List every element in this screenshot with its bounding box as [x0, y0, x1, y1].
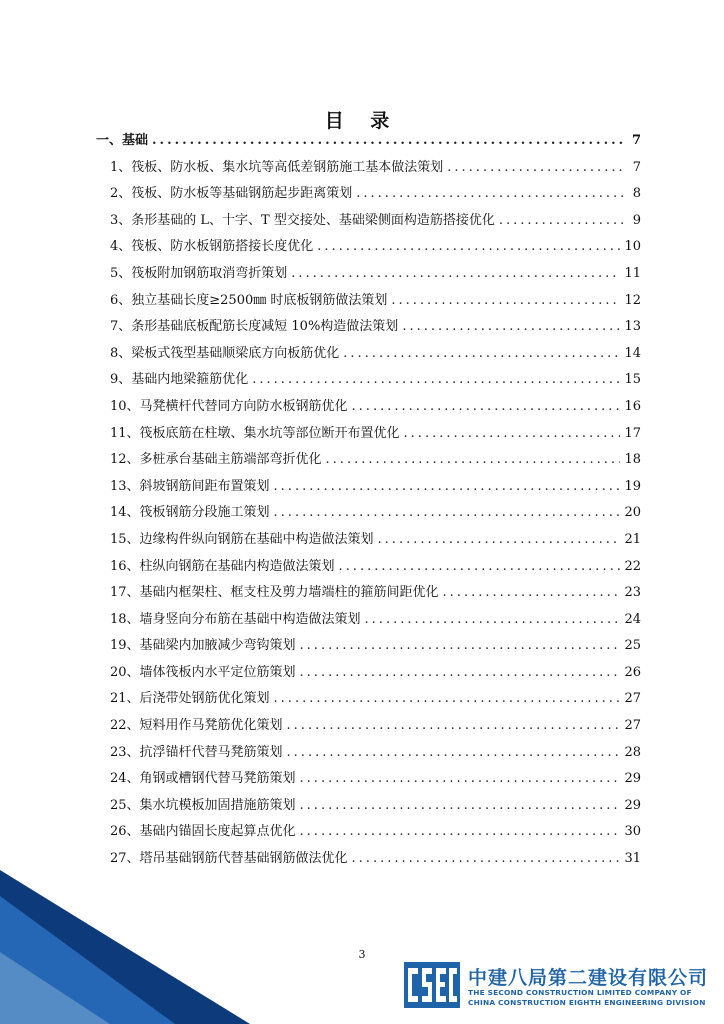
toc-dot-leader [365, 607, 621, 633]
toc-entry-page: 15 [624, 372, 641, 388]
toc-entry-label: 26、基础内锚固长度起算点优化 [110, 824, 296, 840]
toc-entry-label: 7、条形基础底板配筋长度减短 10%构造做法策划 [110, 319, 399, 335]
toc-dot-leader [378, 527, 621, 553]
toc-entry[interactable] [96, 633, 641, 660]
toc-entry[interactable] [96, 793, 641, 820]
corner-decoration [0, 860, 250, 1024]
toc-entry-page: 24 [624, 611, 641, 627]
toc-dot-leader [287, 713, 621, 739]
toc-dot-leader [352, 394, 621, 420]
toc-entry[interactable] [96, 819, 641, 846]
company-name-cn: 中建八局第二建设有限公司 [468, 967, 709, 989]
toc-entry-page: 9 [632, 212, 641, 228]
toc-entry-page: 18 [624, 452, 641, 468]
toc-entry[interactable] [96, 341, 641, 368]
toc-entry-page: 29 [624, 771, 641, 787]
toc-dot-leader [291, 261, 620, 287]
toc-entry-page: 23 [624, 585, 641, 601]
toc-entry-label: 25、集水坑模板加固措施筋策划 [110, 797, 296, 813]
table-of-contents [96, 128, 641, 873]
toc-entry-page: 27 [624, 691, 641, 707]
toc-entry[interactable] [96, 554, 641, 581]
toc-entry-page: 30 [624, 824, 641, 840]
toc-entry-label: 8、梁板式筏型基础顺梁底方向板筋优化 [110, 345, 340, 361]
toc-entry[interactable] [96, 128, 641, 155]
toc-entry-label: 16、柱纵向钢筋在基础内构造做法策划 [110, 558, 335, 574]
toc-entry-page: 19 [624, 478, 641, 494]
toc-entry-page: 25 [624, 638, 641, 654]
toc-entry[interactable] [96, 314, 641, 341]
toc-dot-leader [326, 447, 621, 473]
toc-entry-page: 16 [624, 398, 641, 414]
toc-entry[interactable] [96, 474, 641, 501]
toc-entry-label: 20、墙体筏板内水平定位筋策划 [110, 664, 296, 680]
toc-dot-leader [300, 633, 621, 659]
toc-entry-label: 18、墙身竖向分布筋在基础中构造做法策划 [110, 611, 361, 627]
toc-dot-leader [274, 474, 621, 500]
toc-title: 目 录 [324, 110, 400, 132]
toc-entry-label: 15、边缘构件纵向钢筋在基础中构造做法策划 [110, 531, 374, 547]
toc-dot-leader [287, 740, 621, 766]
toc-entry-page: 14 [624, 345, 641, 361]
toc-dot-leader [352, 846, 621, 872]
toc-entry-label: 4、筏板、防水板钢筋搭接长度优化 [110, 239, 314, 255]
toc-dot-leader [300, 819, 621, 845]
toc-entry-label: 2、筏板、防水板等基础钢筋起步距离策划 [110, 186, 353, 202]
toc-dot-leader [274, 500, 621, 526]
toc-entry-page: 13 [624, 319, 641, 335]
toc-dot-leader [300, 793, 621, 819]
toc-dot-leader [499, 208, 625, 234]
toc-entry[interactable] [96, 607, 641, 634]
toc-entry-page: 17 [624, 425, 641, 441]
toc-entry[interactable] [96, 367, 641, 394]
toc-entry-label: 一、基础 [96, 133, 149, 148]
toc-entry[interactable] [96, 234, 641, 261]
toc-entry-label: 22、短料用作马凳筋优化策划 [110, 718, 283, 734]
toc-entry[interactable] [96, 580, 641, 607]
toc-dot-leader [274, 686, 621, 712]
toc-entry-label: 23、抗浮锚杆代替马凳筋策划 [110, 744, 283, 760]
toc-dot-leader [356, 181, 625, 207]
toc-entry-page: 10 [624, 239, 641, 255]
toc-dot-leader [152, 128, 625, 154]
toc-dot-leader [443, 580, 621, 606]
company-name-en-line1: THE SECOND CONSTRUCTION LIMITED COMPANY OF [468, 988, 692, 997]
toc-entry-page: 29 [624, 797, 641, 813]
toc-entry[interactable] [96, 686, 641, 713]
toc-entry-page: 21 [624, 531, 641, 547]
toc-entry[interactable] [96, 713, 641, 740]
toc-dot-leader [252, 367, 620, 393]
toc-entry[interactable] [96, 181, 641, 208]
toc-entry-label: 10、马凳横杆代替同方向防水板钢筋优化 [110, 398, 348, 414]
toc-entry[interactable] [96, 660, 641, 687]
toc-dot-leader [339, 554, 621, 580]
toc-entry-label: 21、后浇带处钢筋优化策划 [110, 691, 270, 707]
page-number: 3 [358, 948, 366, 961]
toc-entry-label: 17、基础内框架柱、框支柱及剪力墙端柱的箍筋间距优化 [110, 585, 439, 601]
toc-entry[interactable] [96, 208, 641, 235]
toc-entry-label: 12、多桩承台基础主筋端部弯折优化 [110, 452, 322, 468]
toc-dot-leader [317, 234, 620, 260]
toc-entry-page: 7 [631, 133, 641, 148]
toc-entry-label: 6、独立基础长度≥2500㎜ 时底板钢筋做法策划 [110, 292, 388, 308]
toc-entry[interactable] [96, 447, 641, 474]
toc-dot-leader [447, 155, 625, 181]
toc-entry-page: 28 [624, 744, 641, 760]
toc-entry-page: 27 [624, 718, 641, 734]
toc-entry-label: 9、基础内地梁箍筋优化 [110, 372, 249, 388]
toc-entry[interactable] [96, 766, 641, 793]
toc-entry-page: 12 [624, 292, 641, 308]
toc-dot-leader [343, 341, 620, 367]
toc-entry-label: 27、塔吊基础钢筋代替基础钢筋做法优化 [110, 851, 348, 867]
toc-entry-label: 13、斜坡钢筋间距布置策划 [110, 478, 270, 494]
toc-dot-leader [300, 660, 621, 686]
toc-entry-label: 11、筏板底筋在柱墩、集水坑等部位断开布置优化 [110, 425, 400, 441]
toc-dot-leader [404, 421, 621, 447]
toc-entry-label: 5、筏板附加钢筋取消弯折策划 [110, 265, 288, 281]
toc-entry[interactable] [96, 261, 641, 288]
toc-entry-label: 19、基础梁内加腋减少弯钩策划 [110, 638, 296, 654]
toc-entry[interactable] [96, 288, 641, 315]
toc-entry-page: 7 [632, 159, 641, 175]
cscec-logo [404, 962, 460, 1008]
toc-dot-leader [300, 766, 621, 792]
toc-entry-page: 22 [624, 558, 641, 574]
toc-entry-page: 20 [624, 505, 641, 521]
company-name-en-line2: CHINA CONSTRUCTION EIGHTH ENGINEERING DIVISION [468, 998, 706, 1007]
toc-dot-leader [402, 314, 620, 340]
toc-entry-page: 26 [624, 664, 641, 680]
toc-entry-label: 3、条形基础的 L、十字、T 型交接处、基础梁侧面构造筋搭接优化 [110, 212, 495, 228]
toc-entry[interactable] [96, 421, 641, 448]
toc-entry-label: 24、角钢或槽钢代替马凳筋策划 [110, 771, 296, 787]
toc-entry-label: 14、筏板钢筋分段施工策划 [110, 505, 270, 521]
toc-entry[interactable] [96, 394, 641, 421]
toc-entry[interactable] [96, 740, 641, 767]
toc-entry[interactable] [96, 500, 641, 527]
toc-entry[interactable] [96, 527, 641, 554]
toc-dot-leader [391, 288, 620, 314]
toc-entry-label: 1、筏板、防水板、集水坑等高低差钢筋施工基本做法策划 [110, 159, 444, 175]
toc-entry-page: 11 [624, 265, 641, 281]
toc-entry-page: 8 [632, 186, 641, 202]
toc-entry-page: 31 [624, 851, 641, 867]
toc-entry[interactable] [96, 155, 641, 182]
